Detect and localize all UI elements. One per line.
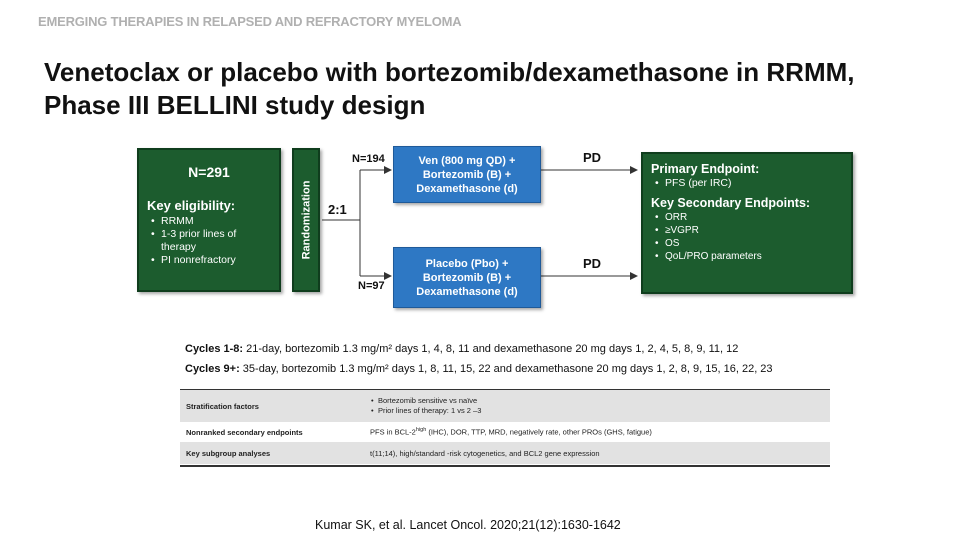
cycles-9-plus-line <box>185 363 773 375</box>
eligibility-item: • PI nonrefractory <box>161 254 271 267</box>
cycles-9-plus-label: Cycles 9+: <box>185 363 240 375</box>
pbo-outcome-pd: PD <box>583 256 602 271</box>
endpoints-box <box>641 152 853 294</box>
randomization-ratio: 2:1 <box>328 202 347 217</box>
randomization-label: Randomization <box>300 180 312 260</box>
total-n: N=291 <box>188 164 230 180</box>
stratification-item: • Bortezomib sensitive vs naïve <box>378 396 824 406</box>
table-row <box>180 422 830 442</box>
cycles-1-8-label: Cycles 1-8: <box>185 343 244 355</box>
secondary-endpoint-item: • ≥VGPR <box>665 224 843 237</box>
cycles-1-8-line <box>185 343 738 355</box>
secondary-endpoint-item: • ORR <box>665 211 843 224</box>
eligibility-item: • 1-3 prior lines of therapy <box>161 228 271 254</box>
primary-endpoint-heading: Primary Endpoint: <box>651 162 760 176</box>
pbo-arm-box: Placebo (Pbo) + Bortezomib (B) + Dexamethasone (d) <box>393 247 541 308</box>
table-row <box>180 390 830 422</box>
cycles-1-8-text: 21-day, bortezomib 1.3 mg/m² days 1, 4, 8, 11 and dexamethasone 20 mg days 1, 2, 4, 5, 8, 9, 11, 12 <box>243 343 739 355</box>
eligibility-item: • RRMM <box>161 215 271 228</box>
slide-title: Venetoclax or placebo with bortezomib/dexamethasone in RRMM, Phase III BELLINI study design <box>44 57 855 120</box>
secondary-endpoint-item: • QoL/PRO parameters <box>665 250 843 263</box>
pbo-n: N=97 <box>358 280 385 292</box>
ven-outcome-pd: PD <box>583 150 602 165</box>
primary-endpoint-item: • PFS (per IRC) <box>665 177 843 190</box>
table-value-prefix: PFS in BCL-2 <box>370 427 416 437</box>
secondary-endpoint-item: • OS <box>665 237 843 250</box>
table-value-suffix: (IHC), DOR, TTP, MRD, negatively rate, other PROs (GHS, fatigue) <box>426 427 652 437</box>
section-header: EMERGING THERAPIES IN RELAPSED AND REFRACTORY MYELOMA <box>38 14 462 29</box>
ven-n: N=194 <box>352 153 385 165</box>
table-key: Key subgroup analyses <box>180 442 364 464</box>
table-value <box>364 422 830 442</box>
table-bottom-rule <box>180 465 830 467</box>
primary-endpoint-list <box>651 177 843 190</box>
citation: Kumar SK, et al. Lancet Oncol. 2020;21(12):1630-1642 <box>315 518 621 532</box>
table-value-sup: high <box>415 427 427 434</box>
secondary-endpoints-heading: Key Secondary Endpoints: <box>651 196 811 210</box>
table-value: t(11;14), high/standard -risk cytogenetics, and BCL2 gene expression <box>364 442 830 464</box>
secondary-endpoints-list <box>651 211 843 263</box>
table-row <box>180 442 830 464</box>
table-key: Stratification factors <box>180 390 364 422</box>
stratification-list <box>370 396 824 416</box>
stratification-item: • Prior lines of therapy: 1 vs 2 –3 <box>378 406 824 416</box>
cycles-9-plus-text: 35-day, bortezomib 1.3 mg/m² days 1, 8, 11, 15, 22 and dexamethasone 20 mg days 1, 2, 8, 9, 15, 16, 22, 23 <box>239 363 773 375</box>
study-details-table <box>180 390 830 464</box>
ven-arm-box: Ven (800 mg QD) + Bortezomib (B) + Dexamethasone (d) <box>393 146 541 203</box>
table-key: Nonranked secondary endpoints <box>180 422 364 442</box>
table-value <box>364 390 830 422</box>
eligibility-heading: Key eligibility: <box>147 198 236 213</box>
